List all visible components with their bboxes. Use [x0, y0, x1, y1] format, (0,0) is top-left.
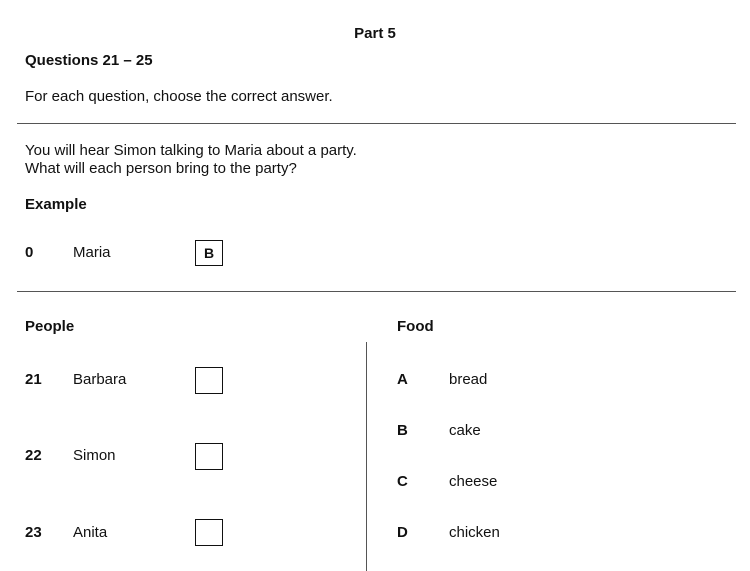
people-heading: People	[25, 318, 75, 335]
question-23-name: Anita	[73, 524, 108, 541]
food-option-b-label: cake	[449, 422, 481, 439]
question-22-name: Simon	[73, 447, 116, 464]
food-option-c-label: cheese	[449, 473, 498, 490]
food-option-a-label: bread	[449, 371, 488, 388]
questions-range: Questions 21 – 25	[25, 52, 153, 69]
example-name: Maria	[73, 244, 111, 261]
food-option-d-letter: D	[397, 524, 408, 541]
question-23-number: 23	[25, 524, 42, 541]
part-title: Part 5	[354, 25, 396, 42]
question-23-answer-box[interactable]	[195, 519, 223, 546]
intro-line-1: You will hear Simon talking to Maria about a party.	[25, 142, 357, 159]
example-answer-box: B	[195, 240, 223, 266]
intro-text	[25, 142, 357, 178]
question-21-answer-box[interactable]	[195, 367, 223, 394]
instruction-text: For each question, choose the correct answer.	[25, 88, 333, 105]
question-21-number: 21	[25, 371, 42, 388]
question-21-name: Barbara	[73, 371, 127, 388]
example-label: Example	[25, 196, 87, 213]
question-22-number: 22	[25, 447, 42, 464]
food-option-b-letter: B	[397, 422, 408, 439]
intro-line-2: What will each person bring to the party?	[25, 160, 297, 177]
divider-top	[17, 123, 736, 124]
divider-middle	[17, 291, 736, 292]
food-option-c-letter: C	[397, 473, 408, 490]
column-divider	[366, 342, 367, 571]
food-option-d-label: chicken	[449, 524, 500, 541]
food-heading: Food	[397, 318, 434, 335]
food-option-a-letter: A	[397, 371, 408, 388]
example-number: 0	[25, 244, 34, 261]
question-22-answer-box[interactable]	[195, 443, 223, 470]
